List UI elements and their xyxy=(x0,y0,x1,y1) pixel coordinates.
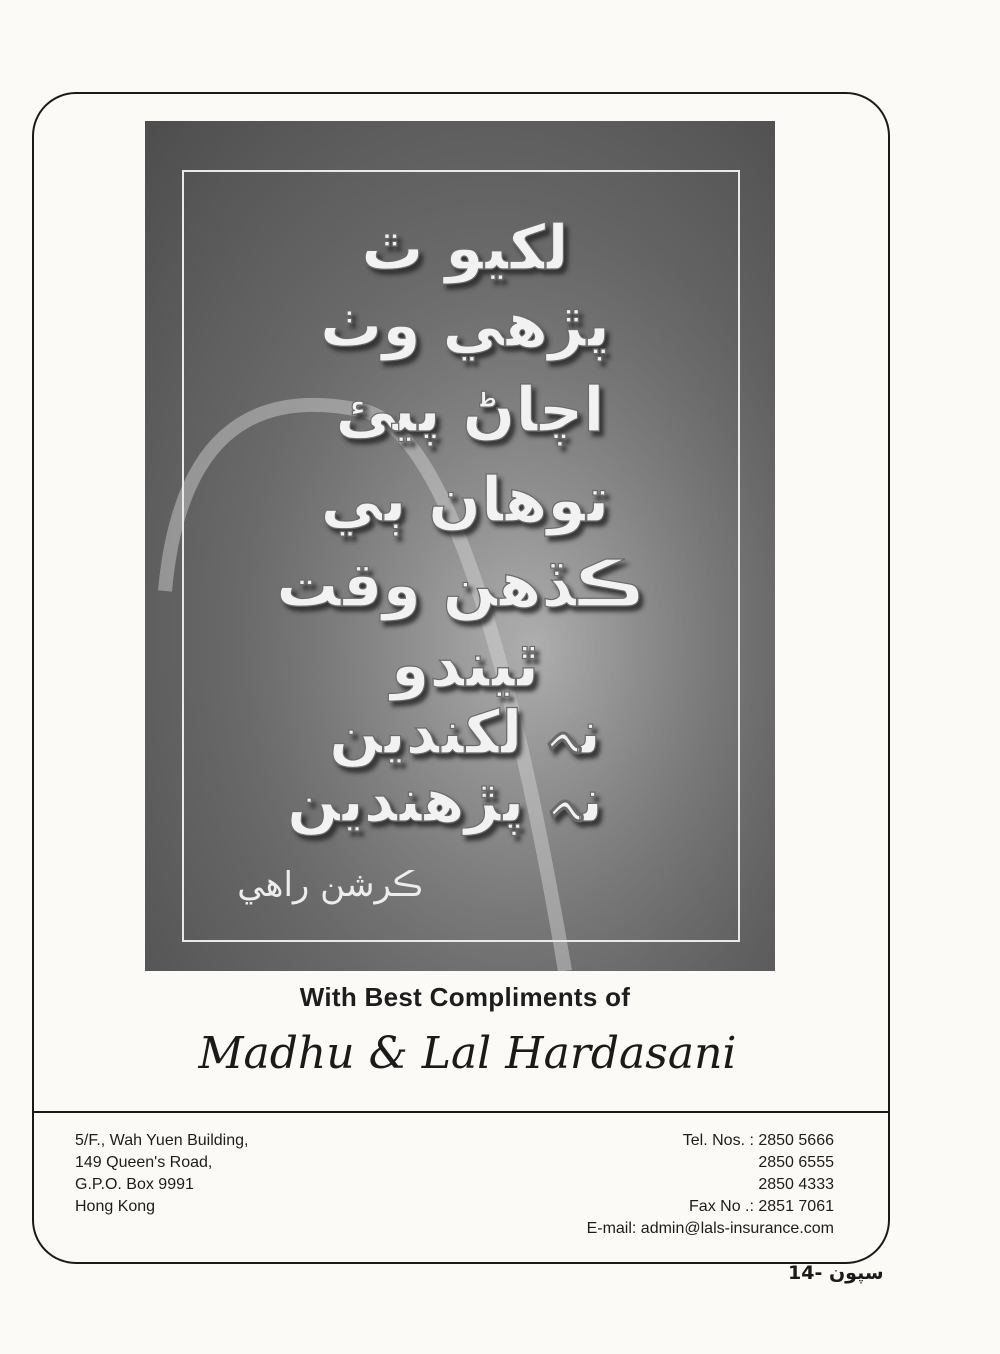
calligraphy-line-4: توهان ٻي xyxy=(320,463,610,536)
calligraphy-line-2: پڙهي وٺ xyxy=(320,288,610,361)
address-line: 149 Queen's Road, xyxy=(75,1154,213,1171)
telephone-line: 2850 4333 xyxy=(758,1176,834,1193)
artist-signature: ڪرشن راهي xyxy=(237,865,423,905)
calligraphy-svg xyxy=(145,121,775,971)
postal-address xyxy=(75,1130,248,1218)
address-line: G.P.O. Box 9991 xyxy=(75,1176,194,1193)
compliments-heading: With Best Compliments of xyxy=(299,982,631,1012)
address-line: 5/F., Wah Yuen Building, xyxy=(75,1132,249,1149)
calligraphy-line-8: نہ پڙهندين xyxy=(287,766,603,836)
fax-line: Fax No .: 2851 7061 xyxy=(689,1198,834,1215)
page-number: 14- سپون xyxy=(788,1262,884,1284)
address-line: Hong Kong xyxy=(75,1198,156,1215)
calligraphy-line-3: اچاڻ پيئ xyxy=(335,373,605,446)
calligraphy-line-7: نہ لکندين xyxy=(329,698,601,768)
telephone-line: Tel. Nos. : 2850 5666 xyxy=(682,1132,834,1149)
calligraphy-line-6: ٿيندو xyxy=(390,628,540,701)
calligraphy-artwork xyxy=(145,121,775,971)
email-line: E-mail: admin@lals-insurance.com xyxy=(586,1220,834,1237)
calligraphy-line-1: لکيو ٿ xyxy=(361,211,569,284)
telephone-line: 2850 6555 xyxy=(758,1154,834,1171)
contact-details xyxy=(587,1130,834,1240)
footer-divider xyxy=(34,1111,889,1113)
donor-name: Madhu & Lal Hardasani xyxy=(198,1028,737,1079)
calligraphy-line-5: ڪڏهن وقت xyxy=(276,548,644,621)
